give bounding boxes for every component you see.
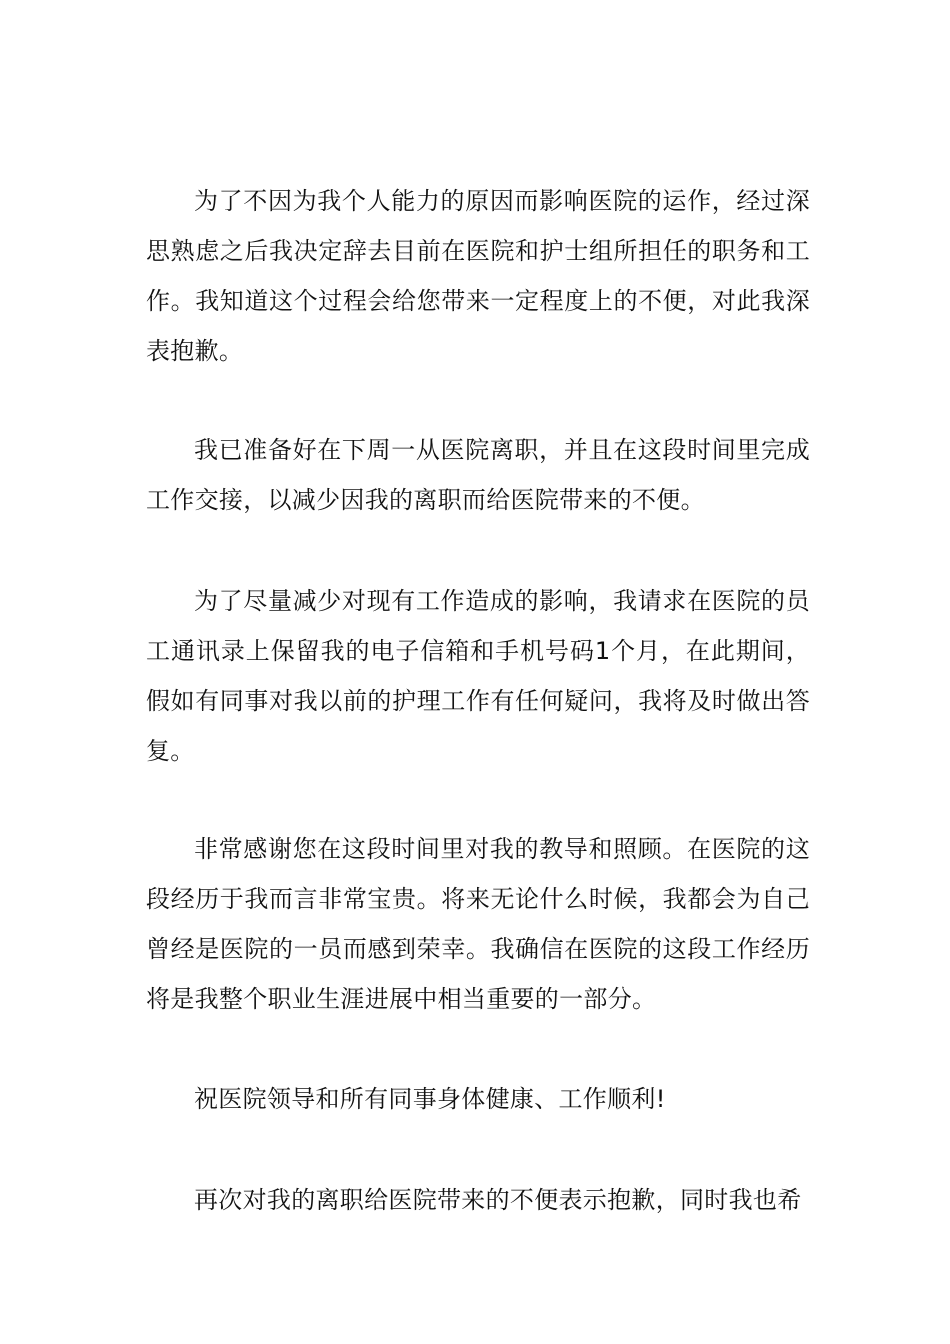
paragraph-1: 为了不因为我个人能力的原因而影响医院的运作，经过深思熟虑之后我决定辞去目前在医院和护士组所担任的职务和工作。我知道这个过程会给您带来一定程度上的不便，对此我深表抱歉。 xyxy=(146,187,810,365)
paragraph-6: 再次对我的离职给医院带来的不便表示抱歉，同时我也希 xyxy=(194,1186,802,1214)
paragraph-3: 为了尽量减少对现有工作造成的影响，我请求在医院的员工通讯录上保留我的电子信箱和手机号码1个月，在此期间，假如有同事对我以前的护理工作有任何疑问，我将及时做出答复。 xyxy=(146,587,810,765)
paragraph-4: 非常感谢您在这段时间里对我的教导和照顾。在医院的这段经历于我而言非常宝贵。将来无论什么时候，我都会为自己曾经是医院的一员而感到荣幸。我确信在医院的这段工作经历将是我整个职业生涯进展中相当重要的一部分。 xyxy=(146,835,810,1013)
paragraph-2: 我已准备好在下周一从医院离职，并且在这段时间里完成工作交接，以减少因我的离职而给医院带来的不便。 xyxy=(146,436,810,514)
paragraph-5: 祝医院领导和所有同事身体健康、工作顺利! xyxy=(194,1085,666,1113)
